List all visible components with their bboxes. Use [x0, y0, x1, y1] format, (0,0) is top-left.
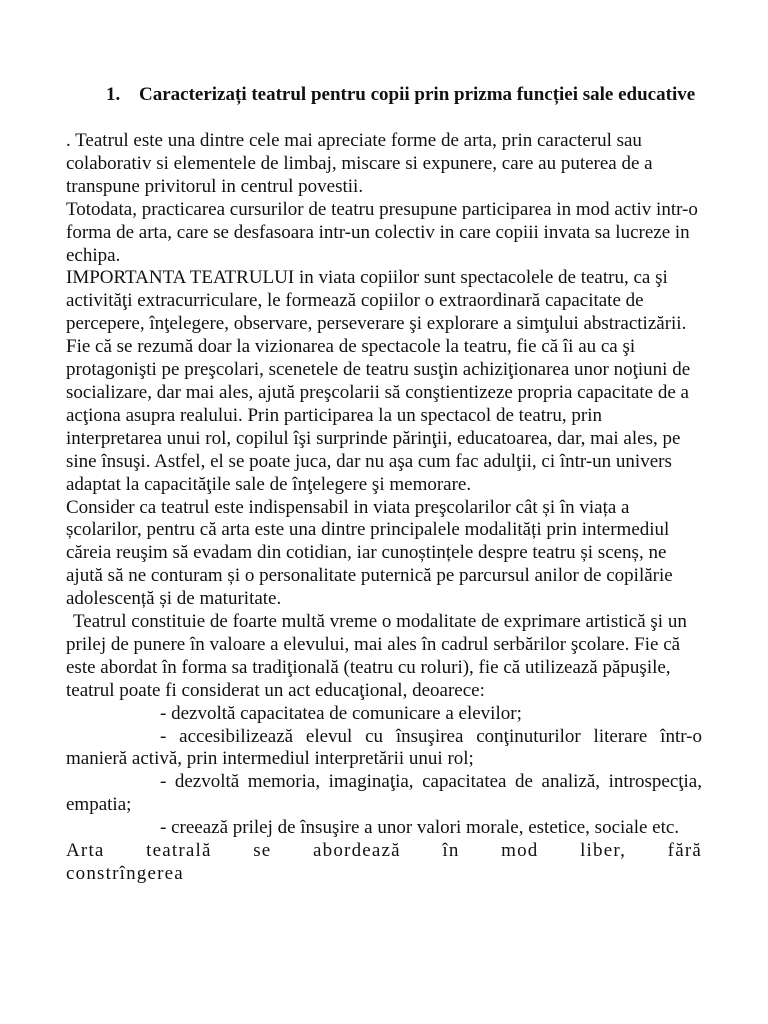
heading-text: Caracterizați teatrul pentru copii prin prizma funcției sale educative [139, 84, 696, 105]
paragraph-intro: . Teatrul este una dintre cele mai apreciate forme de arta, prin caracterul sau colaborativ si elementele de limbaj, miscare si expunere, care au puterea de a transpune privitorul in centrul povestii. [66, 130, 653, 197]
paragraph-courses: Totodata, practicarea cursurilor de teatru presupune participarea in mod activ intr-o forma de arta, care se desfasoara intr-un colectiv in care copiii invata sa lucreze in echipa. [66, 198, 698, 266]
paragraph-importance: IMPORTANTA TEATRULUI in viata copiilor sunt spectacolele de teatru, ca şi activităţi extracurriculare, le formează copiilor o extraordinară capacitate de percepere, înţelegere, observare, perseverare şi explorare a simţului abstractizării. Fie că se rezumă doar la vizionarea de spectacole la teatru, fie că îi au ca şi protagonişti pe preşcolari, scenetele de teatru susţin achiziţionarea unor noţiuni de socializare, dar mai ales, ajută preşcolarii să conştientizeze propria capacitate de a acţiona asupra realului. Prin participarea la un spectacol de teatru, prin interpretarea unui rol, copilul îşi surprinde părinţii, educatoarea, dar, mai ales, pe sine însuşi. Astfel, el se poate juca, dar nu aşa cum fac adulţii, ci într-un univers adaptat la capacităţile sale de înţelegere şi memorare. [66, 267, 691, 495]
bullet-item: - dezvoltă capacitatea de comunicare a elevilor; [160, 702, 522, 724]
bullet-item: - creează prilej de însuşire a unor valori morale, estetice, sociale etc. [160, 817, 680, 839]
closing-line: Arta teatrală se abordează în mod liber, fără constrîngerea [66, 840, 702, 884]
bullet-item: - accesibilizează elevul cu însuşirea conţinuturilor literare într-o manieră activă, prin intermediul interpretării unui rol; [66, 725, 702, 770]
paragraph-opinion: Consider ca teatrul este indispensabil in viata preşcolarilor cât și în viața a școlarilor, pentru că arta este una dintre principalele modalități prin intermediul căreia reuşim să evadam din cotidian, iar cunoștințele despre teatru și scenș, ne ajută să ne conturam și o personalitate puternică pe parcursul anilor de copilărie adolescență și de maturitate. [66, 496, 673, 610]
document-body [66, 130, 702, 886]
section-heading [66, 84, 706, 107]
bullet-item: - dezvoltă memoria, imaginaţia, capacitatea de analiză, introspecţia, empatia; [66, 771, 702, 816]
heading-number: 1. [106, 84, 121, 105]
paragraph-expression: Teatrul constituie de foarte multă vreme o modalitate de exprimare artistică şi un prilej de punere în valoare a elevului, mai ales în cadrul serbărilor şcolare. Fie că este abordat în forma sa tradiţională (teatru cu roluri), fie că utilizează păpuşile, teatrul poate fi considerat un act educaţional, deoarece: [66, 611, 687, 701]
